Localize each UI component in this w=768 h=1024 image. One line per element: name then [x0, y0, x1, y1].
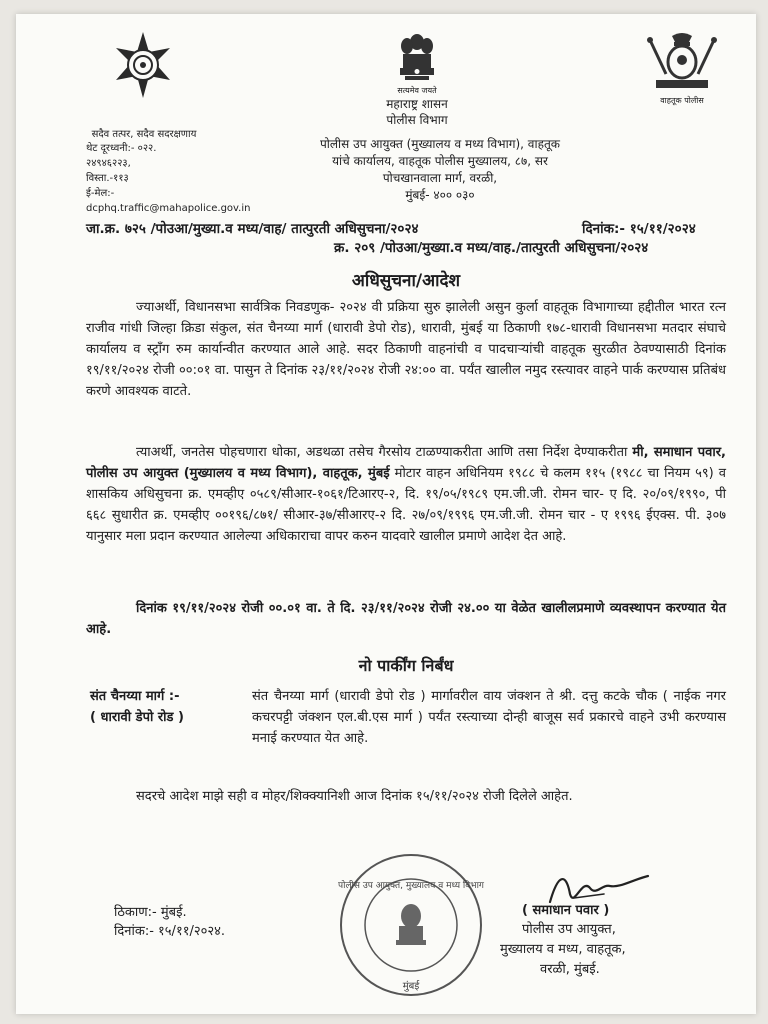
road-label: संत चैनय्या मार्ग :- — [90, 689, 180, 704]
signatory-name: ( समाधान पवार ) — [522, 903, 610, 918]
signatory-dept: मुख्यालय व मध्य, वाहतूक, — [500, 942, 626, 957]
place-line: ठिकाण:- मुंबई. — [114, 905, 187, 920]
signatory-title: पोलीस उप आयुक्त, — [522, 922, 616, 937]
email-label: ई-मेल:- — [86, 188, 115, 199]
paragraph-timing: दिनांक १९/११/२०२४ रोजी ००.०१ वा. ते दि. २३/११/२०२४ रोजी २४.०० या वेळेत खालीलप्रमाणे व्यवस्थापन करण्यात येत आहे. — [86, 601, 726, 637]
state-emblem-logo — [397, 32, 437, 84]
reference-date: दिनांक:- १५/११/२०२४ — [582, 221, 696, 237]
office-line-4: मुंबई- ४०० ०३० — [405, 188, 475, 202]
phone-label: थेट दूरध्वनी:- ०२२. — [86, 143, 157, 154]
paragraph-whereas: ज्याअर्थी, विधानसभा सार्वत्रिक निवडणुक- २०२४ वी प्रक्रिया सुरु झालेली असुन कुर्ला वाहतूक विभागाच्या हद्दीतील भारत रत्न राजीव गांधी जिल्हा क्रिडा संकुल, संत चैनय्या मार्ग (धारावी डेपो रोड), धारावी, मुंबई या ठिकाणी १७८-धारावी विधानसभा मतदार संघाचे कार्यालय व स्ट्रॉंग रुम कार्यान्वीत करण्यात आले आहे. सदर ठिकाणी वाहनांची व पादचाऱ्यांची वाहतूक सुरळीत ठेवण्यासाठी दिनांक १९/११/२०२४ रोजी ००:०१ वा. पासुन ते दिनांक २३/११/२०२४ रोजी २४:०० वा. पर्यंत खालील नमुद रस्त्यावर वाहने पार्क करण्यास प्रतिबंध करणे आवश्यक वाटते. — [86, 300, 726, 399]
document-title: अधिसुचना/आदेश — [351, 271, 461, 291]
date-line: दिनांक:- १५/११/२०२४. — [114, 924, 226, 939]
para2-authority: मी, समाधान पवार, पोलीस उप आयुक्त (मुख्यालय व मध्य विभाग), वाहतूक, मुंबई — [86, 445, 726, 481]
office-line-2: यांचे कार्यालय, वाहतूक पोलीस मुख्यालय, ८७, सर — [332, 154, 548, 168]
reference-number: जा.क्र. ७२५ /पोउआ/मुख्या.व मध्य/वाह/ तात्पुरती अधिसुचना/२०२४ — [86, 221, 419, 237]
emblem-motto: सत्यमेव जयते — [397, 86, 437, 95]
email-address: dcphq.traffic@mahapolice.gov.in — [86, 203, 251, 214]
closing-statement: सदरचे आदेश माझे सही व मोहर/शिक्क्यानिशी आज दिनांक १५/११/२०२४ रोजी दिलेले आहेत. — [136, 789, 573, 804]
left-motto: सदैव तत्पर, सदैव सदरक्षणाय — [91, 129, 197, 140]
dept-name: पोलीस विभाग — [386, 113, 448, 127]
para2-intro: त्याअर्थी, जनतेस पोहचणारा धोका, अडथळा तसेच गैरसोय टाळण्याकरीता आणि तसा निर्देश देण्याकरीता — [136, 445, 633, 460]
mumbai-police-logo — [108, 30, 178, 100]
official-stamp — [336, 850, 486, 1000]
phone-extension: विस्ता.-११३ — [86, 173, 129, 184]
document-page — [16, 14, 756, 1014]
office-line-3: पोचखानवाला मार्ग, वरळी, — [382, 171, 498, 185]
road-sublabel: ( धारावी डेपो रोड ) — [90, 710, 184, 725]
road-restriction-detail: संत चैनय्या मार्ग (धारावी डेपो रोड ) मार्गावरील वाय जंक्शन ते श्री. दत्तु कटके चौक ( नाईक नगर कचरपट्टी जंक्शन एल.बी.एस मार्ग ) पर्यंत रस्त्याच्या दोन्ही बाजूस सर्व प्रकारचे वाहने उभी करण्यास मनाई करण्यात येत आहे. — [252, 689, 726, 746]
signatory-place: वरळी, मुंबई. — [540, 962, 600, 977]
stamp-bottom-text: मुंबई — [402, 981, 420, 992]
notification-number: क्र. २०९ /पोउआ/मुख्या.व मध्य/वाह./तात्पुरती अधिसुचना/२०२४ — [334, 240, 649, 256]
para2-legal: मोटार वाहन अधिनियम १९८८ चे कलम ११५ (१९८८ चा नियम ५९) व शासकिय अधिसुचना क्र. एमव्हीए ०५८९/सीआर-१०६१/टिआरए-२, दि. १९/०५/१९८९ एम.जी.जी. रोमन चार- ए दि. २०/०९/१९९०, पी ६६८ सुधारीत क्र. एमव्हीए ००१९६/८७१/ सीआर-३७/सीआरए-२ दि. २७/०९/१९९६ एम.जी.जी. रोमन चार - ए १९९६ ईएक्स. पी. ३०७ यानुसार मला प्रदान करण्यात आलेल्या अधिकाराचा वापर करुन यादवारे खालील प्रमाणे आदेश देत आहे. — [86, 466, 726, 544]
paragraph-therefore — [86, 442, 726, 547]
govt-name: महाराष्ट्र शासन — [386, 97, 448, 111]
office-line-1: पोलीस उप आयुक्त (मुख्यालय व मध्य विभाग), वाहतूक — [319, 137, 561, 151]
phone-number: २४९४६२२३, — [86, 158, 131, 169]
traffic-police-logo — [642, 30, 722, 90]
stamp-text: पोलीस उप आयुक्त, मुख्यालय व मध्य विभाग — [338, 881, 484, 891]
right-logo-text: वाहतूक पोलीस — [660, 96, 704, 105]
no-parking-title: नो पार्कींग निर्बंध — [358, 656, 454, 675]
